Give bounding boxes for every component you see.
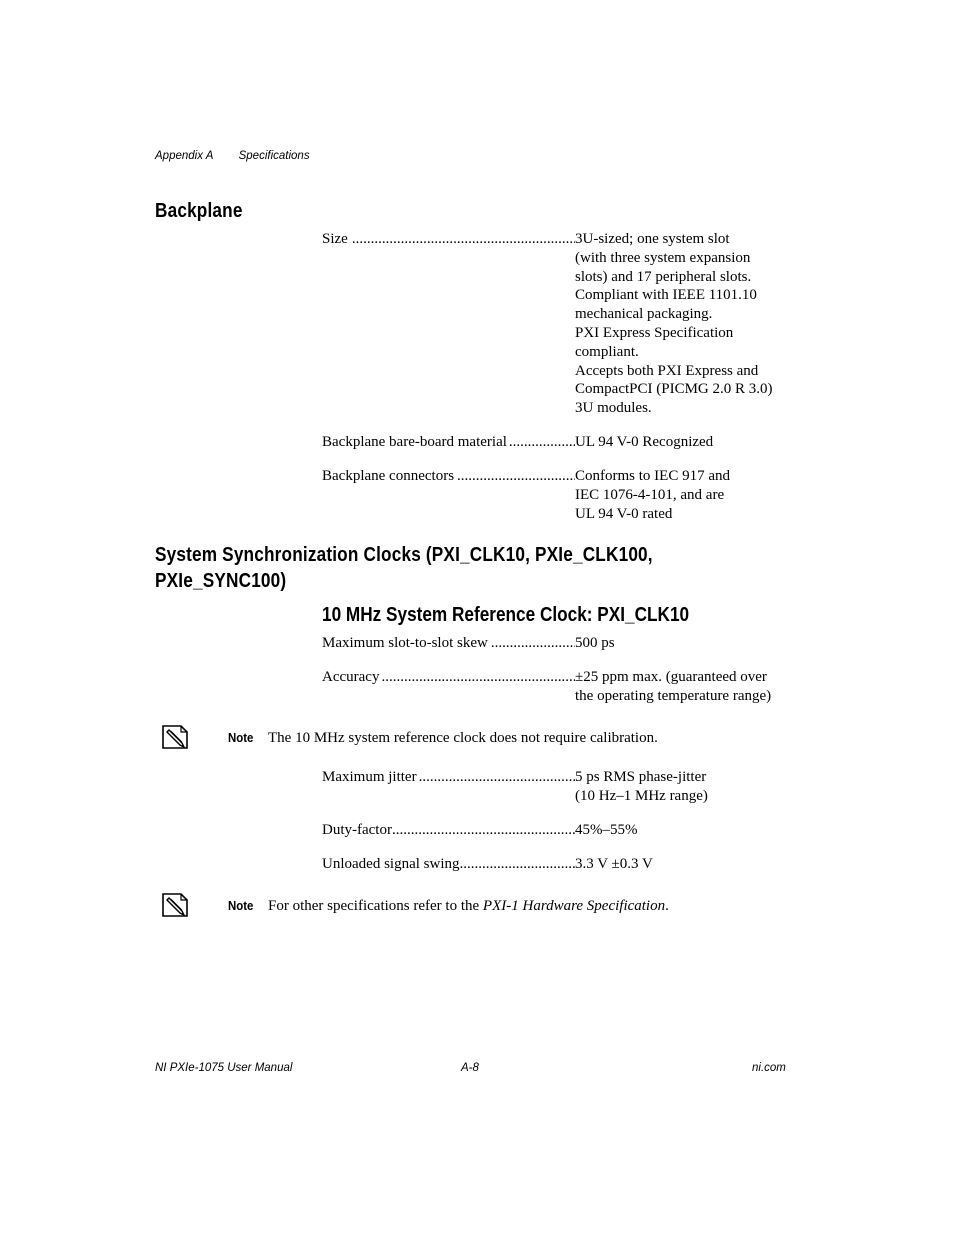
spec-label: Backplane bare-board material [322,434,507,450]
spec-value: 500 ps [575,635,615,651]
spec-value: ±25 ppm max. (guaranteed over the operating temperature range) [575,669,772,704]
spec-value: 3.3 V ±0.3 V [575,856,653,872]
note-text: For other specifications refer to the PXI-1 Hardware Specification. [268,898,669,914]
spec-size [322,230,792,418]
footer-manual-title: NI PXIe-1075 User Manual [155,1062,293,1074]
note-icon [160,892,190,918]
spec-value: 5 ps RMS phase-jitter (10 Hz–1 MHz range) [575,769,708,804]
spec-value: UL 94 V-0 Recognized [575,434,714,450]
spec-label: Duty-factor [322,822,392,838]
spec-duty-factor [322,821,792,840]
spec-label: Unloaded signal swing [322,856,460,872]
spec-label: Maximum slot-to-slot skew [322,635,488,651]
spec-bare-board-material [322,433,792,452]
spec-value: 3U-sized; one system slot (with three system expansion slots) and 17 peripheral slots. Compliant with IEEE 1101.10 mechanical packaging. PXI Express Specification compliant. Accepts both PXI Express and CompactPCI (PICMG 2.0 R 3.0) 3U modules. [575,231,773,417]
running-head [155,150,310,162]
spec-slot-to-slot-skew [322,634,792,653]
spec-value: 45%–55% [575,822,638,838]
spec-label: Backplane connectors [322,468,455,484]
pxi-1-hardware-specification-reference: PXI-1 Hardware Specification [482,898,666,914]
spec-label: Size [322,231,348,247]
note-label: Note [228,898,254,913]
note-text: The 10 MHz system reference clock does not require calibration. [268,730,658,746]
note-label: Note [228,730,254,745]
spec-accuracy [322,668,792,706]
sync-clocks-heading: System Synchronization Clocks (PXI_CLK10, PXIe_CLK100, PXIe_SYNC100) [155,544,653,592]
spec-label: Accuracy [322,669,380,685]
spec-maximum-jitter [322,768,792,806]
sync-clocks-subheading: 10 MHz System Reference Clock: PXI_CLK10 [322,604,690,626]
footer-page-number: A-8 [461,1062,479,1074]
note-icon [160,724,190,750]
spec-value: Conforms to IEC 917 and IEC 1076-4-101, and are UL 94 V-0 rated [575,468,730,522]
running-head-section: Appendix A [155,150,214,162]
footer-website: ni.com [752,1062,786,1074]
spec-label: Maximum jitter [322,769,417,785]
spec-backplane-connectors [322,467,792,523]
running-head-title: Specifications [238,150,310,162]
backplane-heading: Backplane [155,200,243,222]
spec-unloaded-signal-swing [322,855,792,874]
